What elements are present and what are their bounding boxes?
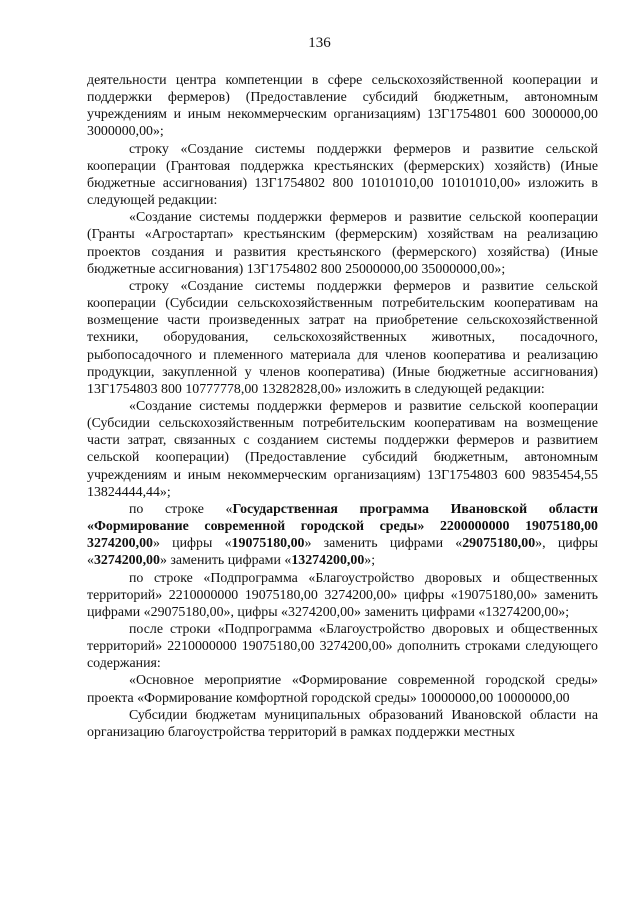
paragraph-3: «Создание системы поддержки фермеров и развитие сельской кооперации (Гранты «Агростартап» крестьянским (фермерским) хозяйствам на реализацию проектов создания и развития крестьянского (фермерского) хозяйства) (Иные бюджетные ассигнования) 13Г1754802 800 25000000,00 35000000,00»; — [87, 210, 598, 277]
p6-bold-program: Государственная программа Ивановской области «Формирование современной городской среды» 2200000000 19075180,00 3274200,00 — [87, 501, 599, 552]
paragraph-7: по строке «Подпрограмма «Благоустройство дворовых и общественных территорий» 2210000000 19075180,00 3274200,00» цифры «19075180,00» заменить цифрами «29075180,00», цифры «3274200,00» заменить цифрами «13274200,00»; — [87, 570, 598, 620]
paragraph-5: «Создание системы поддержки фермеров и развитие сельской кооперации (Субсидии сельскохозяйственным потребительским кооперативам на возмещение части затрат, связанных с созданием системы поддержки фермеров и развитием сельской кооперации) (Предоставление субсидий бюджетным, автономным учреждениям и иным некоммерческим организациям) 13Г1754803 600 9835454,55 13824444,44»; — [87, 398, 598, 500]
p6-text-2: » цифры « — [152, 536, 232, 552]
paragraph-2: строку «Создание системы поддержки фермеров и развитие сельской кооперации (Грантовая поддержка крестьянских (фермерских) хозяйств) (Иные бюджетные ассигнования) 13Г1754802 800 10101010,00 10101010,00» изложить в следующей редакции: — [87, 141, 598, 209]
paragraph-9: «Основное мероприятие «Формирование современной городской среды» проекта «Формирование комфортной городской среды» 10000000,00 10000000,00 — [87, 673, 598, 706]
p6-bold-new-2: 13274200,00 — [291, 553, 365, 569]
p6-text-1: по строке « — [129, 501, 233, 517]
paragraph-6 — [87, 501, 598, 570]
p6-text-3: » заменить цифрами « — [304, 536, 463, 552]
document-body — [87, 72, 598, 741]
p6-text-5: » заменить цифрами « — [159, 553, 292, 569]
paragraph-10: Субсидии бюджетам муниципальных образований Ивановской области на организацию благоустройства территорий в рамках поддержки местных — [87, 707, 598, 740]
paragraph-1: деятельности центра компетенции в сфере сельскохозяйственной кооперации и поддержки фермеров) (Предоставление субсидий бюджетным, автономным учреждениям и иным некоммерческим организациям) 13Г1754801 600 3000000,00 3000000,00»; — [87, 73, 598, 140]
page-number: 136 — [308, 35, 331, 51]
p6-text-4: », цифры « — [87, 536, 598, 569]
p6-text-6: »; — [364, 553, 376, 569]
p6-bold-new-1: 29075180,00 — [462, 536, 536, 552]
paragraph-4: строку «Создание системы поддержки фермеров и развитие сельской кооперации (Субсидии сельскохозяйственным потребительским кооперативам на возмещение части произведенных затрат на приобретение сельскохозяйственной техники, оборудования, сельскохозяйственных животных, посадочного, рыбопосадочного и племенного материала для членов кооператива и реализацию продукции, закупленной у членов кооператива) (Иные бюджетные ассигнования) 13Г1754803 800 10777778,00 13282828,00» изложить в следующей редакции: — [87, 278, 598, 397]
paragraph-8: после строки «Подпрограмма «Благоустройство дворовых и общественных территорий» 2210000000 19075180,00 3274200,00» дополнить строками следующего содержания: — [87, 622, 598, 672]
p6-bold-old-2: 3274200,00 — [93, 553, 160, 569]
p6-bold-old-1: 19075180,00 — [231, 536, 305, 552]
